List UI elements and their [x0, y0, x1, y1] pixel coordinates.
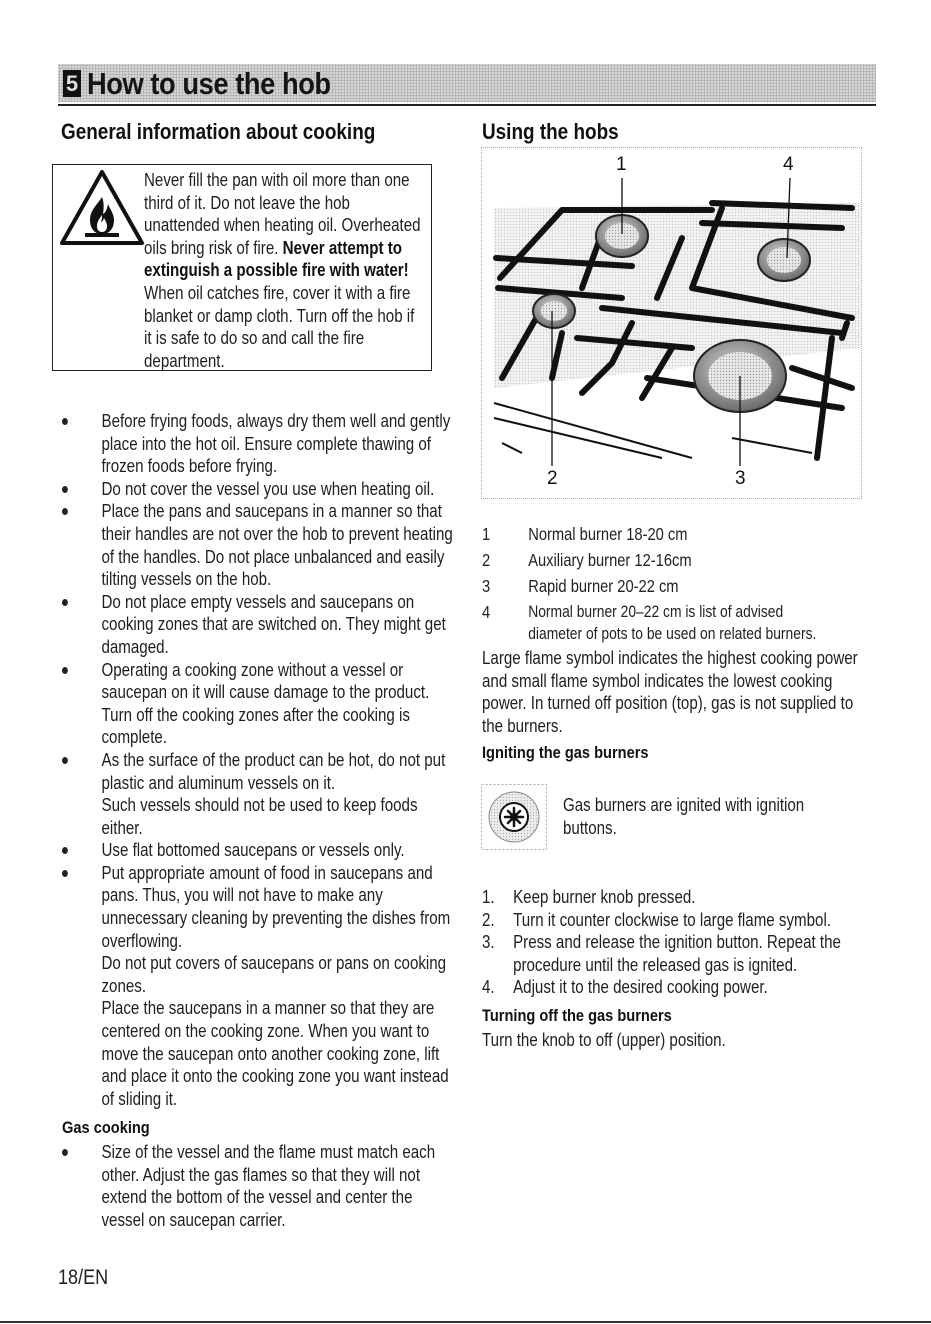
bullet-paragraph: Place the saucepans in a manner so that they are centered on the cooking zone. When you want to move the saucepan onto another cooking zone, lift and place it onto the cooking zone you want instead of sliding it.: [101, 998, 449, 1109]
legend-number: 3: [482, 576, 491, 596]
bullet-paragraph: Use flat bottomed saucepans or vessels only.: [101, 840, 405, 861]
legend-description: Auxiliary burner 12-16cm: [528, 550, 692, 570]
step-text: Press and release the ignition button. Repeat the procedure until the released gas is ignited.: [513, 932, 841, 975]
step-item: [482, 886, 868, 909]
bullet-paragraph: Do not place empty vessels and saucepans on cooking zones that are switched on. They might get damaged.: [101, 591, 446, 657]
bullet-paragraph: Place the pans and saucepans in a manner so that their handles are not over the hob to prevent heating of the handles. Do not place unbalanced and easily tilting vessels on the hob.: [101, 501, 453, 590]
turning-off-text: Turn the knob to off (upper) position.: [482, 1030, 726, 1050]
legend-number: 2: [482, 550, 491, 570]
banner-rule: [58, 104, 876, 106]
step-text: Adjust it to the desired cooking power.: [513, 977, 768, 998]
warning-text-bold: Never attempt to extinguish a possible fire with water!: [144, 237, 409, 281]
legend-row: [482, 573, 852, 599]
legend-description: Rapid burner 20-22 cm: [528, 576, 679, 596]
warning-box: [52, 164, 432, 371]
legend-description: Normal burner 20–22 cm is list of advised: [528, 603, 784, 621]
legend-number: 1: [482, 524, 491, 544]
warning-text-plain: Never fill the pan with oil more than one third of it. Do not leave the hob unattended when heating oil. Overheated oils bring risk of fire.: [144, 170, 421, 258]
legend-number: 4: [482, 602, 491, 622]
gas-cooking-heading: Gas cooking: [62, 1118, 150, 1137]
step-text: Turn it counter clockwise to large flame symbol.: [513, 909, 832, 930]
legend-row: [482, 599, 852, 621]
general-bullets: [62, 410, 457, 1110]
step-number: 1.: [482, 887, 495, 907]
bullet-item: [62, 659, 457, 749]
bullet-paragraph: As the surface of the product can be hot, do not put plastic and aluminum vessels on it.: [101, 749, 446, 793]
step-number: 4.: [482, 977, 495, 998]
bullet-paragraph: Size of the vessel and the flame must match each other. Adjust the gas flames so that they will not extend the bottom of the vessel and center the vessel on saucepan carrier.: [101, 1142, 436, 1230]
warning-text: [144, 169, 421, 372]
page-number: 18/EN: [58, 1266, 109, 1289]
warning-text-after: When oil catches fire, cover it with a fire blanket or damp cloth. Turn off the hob if it is safe to do so and call the fire department.: [144, 282, 415, 371]
gas-cooking-bullets: [62, 1141, 457, 1231]
hob-burners-drawing: [482, 148, 861, 498]
bullet-item: [62, 1141, 457, 1231]
bullet-item: [62, 862, 457, 1111]
legend-row-continued: [482, 621, 852, 643]
bottom-rule: [0, 1321, 931, 1323]
step-number: 2.: [482, 909, 495, 930]
bullet-paragraph: Put appropriate amount of food in saucepans and pans. Thus, you will not have to make any unnecessary cleaning by preventing the dishes from overflowing.: [101, 862, 451, 951]
chapter-number: 5: [63, 70, 81, 97]
bullet-item: [62, 500, 457, 590]
bullet-paragraph: Operating a cooking zone without a vessel or saucepan on it will cause damage to the product. Turn off the cooking zones after the cooking is complete.: [101, 659, 430, 748]
legend-description-continued: diameter of pots to be used on related burners.: [528, 625, 817, 643]
bullet-item: [62, 478, 457, 501]
figure-label-3: 3: [735, 468, 746, 489]
ignition-note: Gas burners are ignited with ignition buttons.: [563, 795, 805, 838]
bullet-item: [62, 410, 457, 478]
ignition-button-icon: [481, 784, 547, 850]
step-text: Keep burner knob pressed.: [513, 887, 696, 907]
bullet-paragraph: Do not cover the vessel you use when heating oil.: [101, 478, 435, 499]
ignition-steps: [482, 886, 868, 999]
chapter-title: How to use the hob: [87, 66, 331, 101]
turning-off-heading: Turning off the gas burners: [482, 1006, 672, 1025]
igniting-heading: Igniting the gas burners: [482, 743, 649, 762]
legend-row: [482, 547, 852, 573]
burner-legend: [482, 521, 922, 643]
section-heading-general: General information about cooking: [61, 119, 376, 144]
hob-illustration: [481, 147, 862, 499]
legend-description: Normal burner 18-20 cm: [528, 524, 688, 544]
figure-label-2: 2: [547, 468, 558, 489]
legend-row: [482, 521, 852, 547]
bullet-paragraph: Before frying foods, always dry them well and gently place into the hot oil. Ensure complete thawing of frozen foods before frying.: [101, 411, 451, 477]
step-number: 3.: [482, 932, 495, 953]
section-heading-using-hobs: Using the hobs: [482, 119, 619, 144]
bullet-item: [62, 591, 457, 659]
bullet-paragraph: Do not put covers of saucepans or pans on cooking zones.: [101, 953, 447, 996]
bullet-item: [62, 749, 457, 839]
figure-label-1: 1: [616, 154, 627, 175]
bullet-item: [62, 839, 457, 862]
bullet-paragraph: Such vessels should not be used to keep foods either.: [101, 795, 418, 838]
step-item: [482, 976, 868, 999]
fire-warning-icon: [59, 169, 145, 247]
step-item: [482, 931, 868, 976]
figure-label-4: 4: [783, 154, 794, 175]
flame-symbol-paragraph: Large flame symbol indicates the highest cooking power and small flame symbol indicates the lowest cooking power. In turned off position (top), gas is not supplied to the burners.: [482, 648, 858, 736]
step-item: [482, 909, 868, 932]
